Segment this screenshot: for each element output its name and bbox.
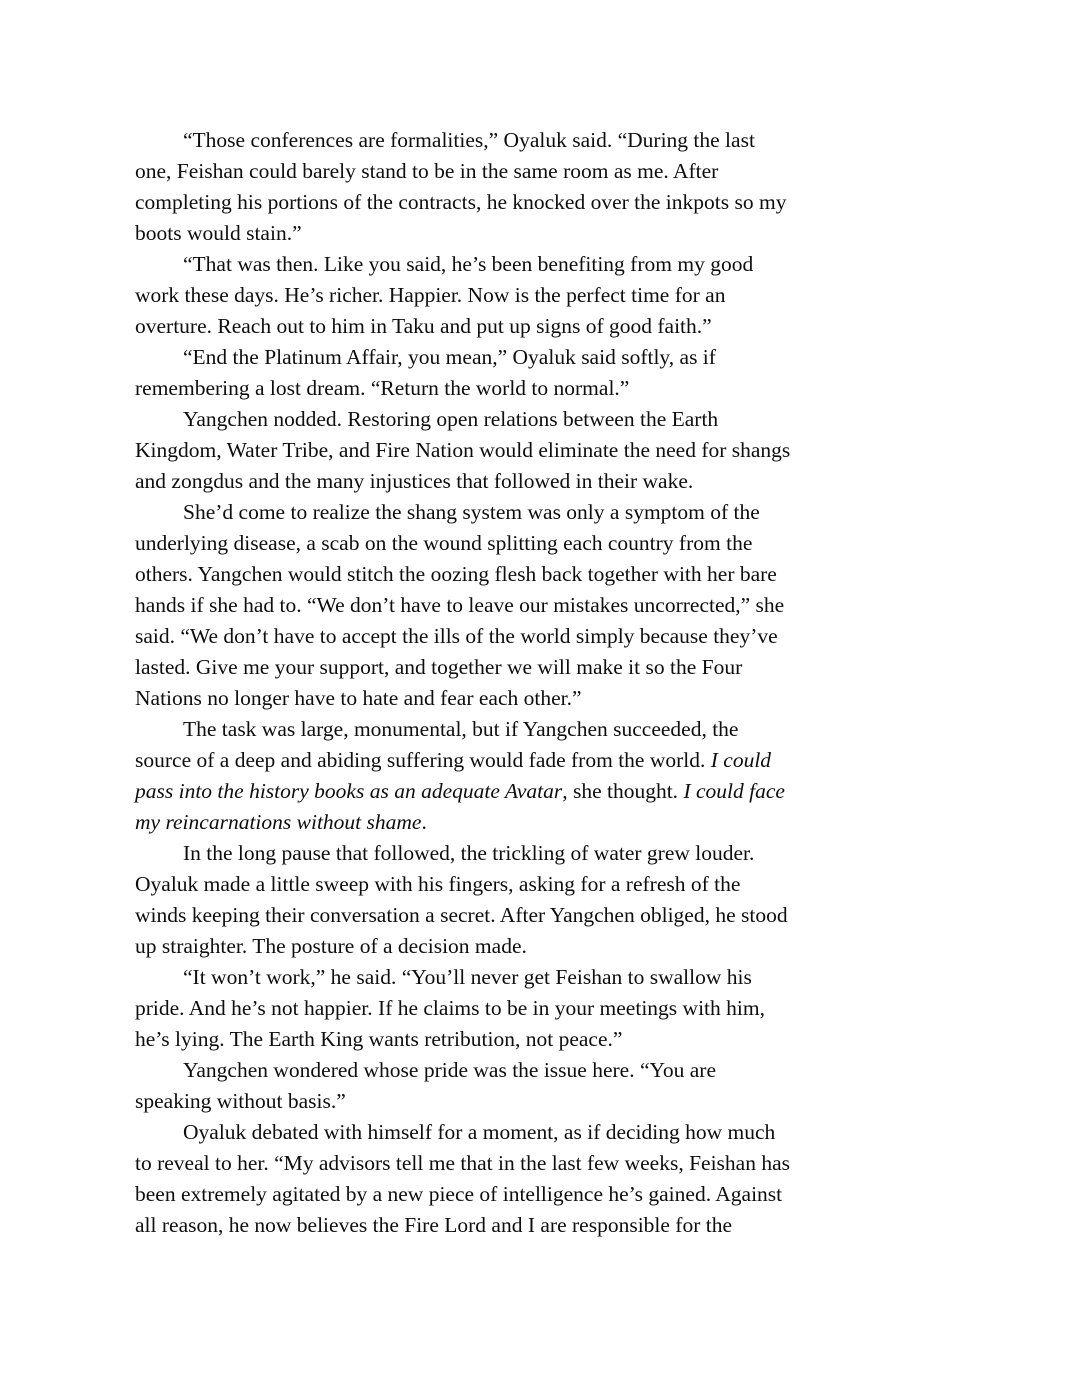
text-segment: “That was then. Like you said, he’s been benefiting from my good	[183, 252, 754, 276]
text-segment: to reveal to her. “My advisors tell me that in the last few weeks, Feishan has	[135, 1151, 790, 1175]
text-line	[135, 1210, 939, 1241]
paragraph	[135, 1117, 939, 1241]
text-segment: lasted. Give me your support, and together we will make it so the Four	[135, 655, 743, 679]
text-line	[135, 342, 939, 373]
text-line	[135, 714, 939, 745]
text-line	[135, 776, 939, 807]
text-line	[135, 683, 939, 714]
text-line	[135, 125, 939, 156]
text-line	[135, 838, 939, 869]
text-line	[135, 528, 939, 559]
text-line	[135, 869, 939, 900]
paragraph	[135, 962, 939, 1055]
text-segment: remembering a lost dream. “Return the world to normal.”	[135, 376, 630, 400]
text-line	[135, 249, 939, 280]
text-line	[135, 962, 939, 993]
italic-text-segment: pass into the history books as an adequate Avatar	[135, 779, 563, 803]
text-segment: up straighter. The posture of a decision made.	[135, 934, 527, 958]
text-segment: completing his portions of the contracts, he knocked over the inkpots so my	[135, 190, 787, 214]
text-segment: The task was large, monumental, but if Yangchen succeeded, the	[183, 717, 739, 741]
text-line	[135, 466, 939, 497]
text-segment: Nations no longer have to hate and fear each other.”	[135, 686, 582, 710]
text-segment: speaking without basis.”	[135, 1089, 346, 1113]
text-line	[135, 745, 939, 776]
text-segment: he’s lying. The Earth King wants retribution, not peace.”	[135, 1027, 623, 1051]
text-line	[135, 218, 939, 249]
text-line	[135, 1117, 939, 1148]
text-line	[135, 187, 939, 218]
text-line	[135, 652, 939, 683]
text-segment: and zongdus and the many injustices that followed in their wake.	[135, 469, 694, 493]
text-segment: underlying disease, a scab on the wound splitting each country from the	[135, 531, 753, 555]
text-segment: Oyaluk debated with himself for a moment, as if deciding how much	[183, 1120, 776, 1144]
text-segment: pride. And he’s not happier. If he claims to be in your meetings with him,	[135, 996, 765, 1020]
paragraph	[135, 497, 939, 714]
text-segment: been extremely agitated by a new piece of intelligence he’s gained. Against	[135, 1182, 783, 1206]
text-segment: overture. Reach out to him in Taku and put up signs of good faith.”	[135, 314, 712, 338]
text-line	[135, 1148, 939, 1179]
text-line	[135, 807, 939, 838]
text-segment: winds keeping their conversation a secret. After Yangchen obliged, he stood	[135, 903, 788, 927]
text-segment: “Those conferences are formalities,” Oyaluk said. “During the last	[183, 128, 755, 152]
text-line	[135, 404, 939, 435]
text-line	[135, 590, 939, 621]
text-line	[135, 373, 939, 404]
text-line	[135, 993, 939, 1024]
text-segment: .	[421, 810, 427, 834]
text-line	[135, 621, 939, 652]
text-segment: others. Yangchen would stitch the oozing flesh back together with her bare	[135, 562, 777, 586]
text-segment: one, Feishan could barely stand to be in the same room as me. After	[135, 159, 719, 183]
text-segment: , she thought.	[562, 779, 684, 803]
text-segment: work these days. He’s richer. Happier. Now is the perfect time for an	[135, 283, 726, 307]
text-segment: Yangchen nodded. Restoring open relations between the Earth	[183, 407, 719, 431]
text-segment: She’d come to realize the shang system was only a symptom of the	[183, 500, 760, 524]
italic-text-segment: I could face	[683, 779, 785, 803]
text-segment: all reason, he now believes the Fire Lord and I are responsible for the	[135, 1213, 733, 1237]
text-segment: “End the Platinum Affair, you mean,” Oyaluk said softly, as if	[183, 345, 716, 369]
paragraph	[135, 714, 939, 838]
text-segment: said. “We don’t have to accept the ills of the world simply because they’ve	[135, 624, 778, 648]
text-segment: hands if she had to. “We don’t have to leave our mistakes uncorrected,” she	[135, 593, 785, 617]
paragraph	[135, 342, 939, 404]
text-line	[135, 280, 939, 311]
text-line	[135, 900, 939, 931]
text-line	[135, 1086, 939, 1117]
text-segment: Yangchen wondered whose pride was the issue here. “You are	[183, 1058, 716, 1082]
text-line	[135, 1055, 939, 1086]
text-line	[135, 435, 939, 466]
text-line	[135, 931, 939, 962]
text-segment: Kingdom, Water Tribe, and Fire Nation would eliminate the need for shangs	[135, 438, 791, 462]
italic-text-segment: my reincarnations without shame	[135, 810, 422, 834]
paragraph	[135, 838, 939, 962]
text-line	[135, 1024, 939, 1055]
paragraph	[135, 125, 939, 249]
text-line	[135, 497, 939, 528]
paragraph	[135, 1055, 939, 1117]
text-segment: “It won’t work,” he said. “You’ll never get Feishan to swallow his	[183, 965, 752, 989]
paragraph	[135, 249, 939, 342]
page-text-block	[135, 125, 939, 1241]
text-segment: In the long pause that followed, the trickling of water grew louder.	[183, 841, 755, 865]
text-segment: boots would stain.”	[135, 221, 302, 245]
text-line	[135, 156, 939, 187]
text-segment: source of a deep and abiding suffering would fade from the world.	[135, 748, 711, 772]
text-line	[135, 1179, 939, 1210]
text-line	[135, 559, 939, 590]
paragraph	[135, 404, 939, 497]
text-segment: Oyaluk made a little sweep with his fingers, asking for a refresh of the	[135, 872, 741, 896]
text-line	[135, 311, 939, 342]
italic-text-segment: I could	[710, 748, 772, 772]
